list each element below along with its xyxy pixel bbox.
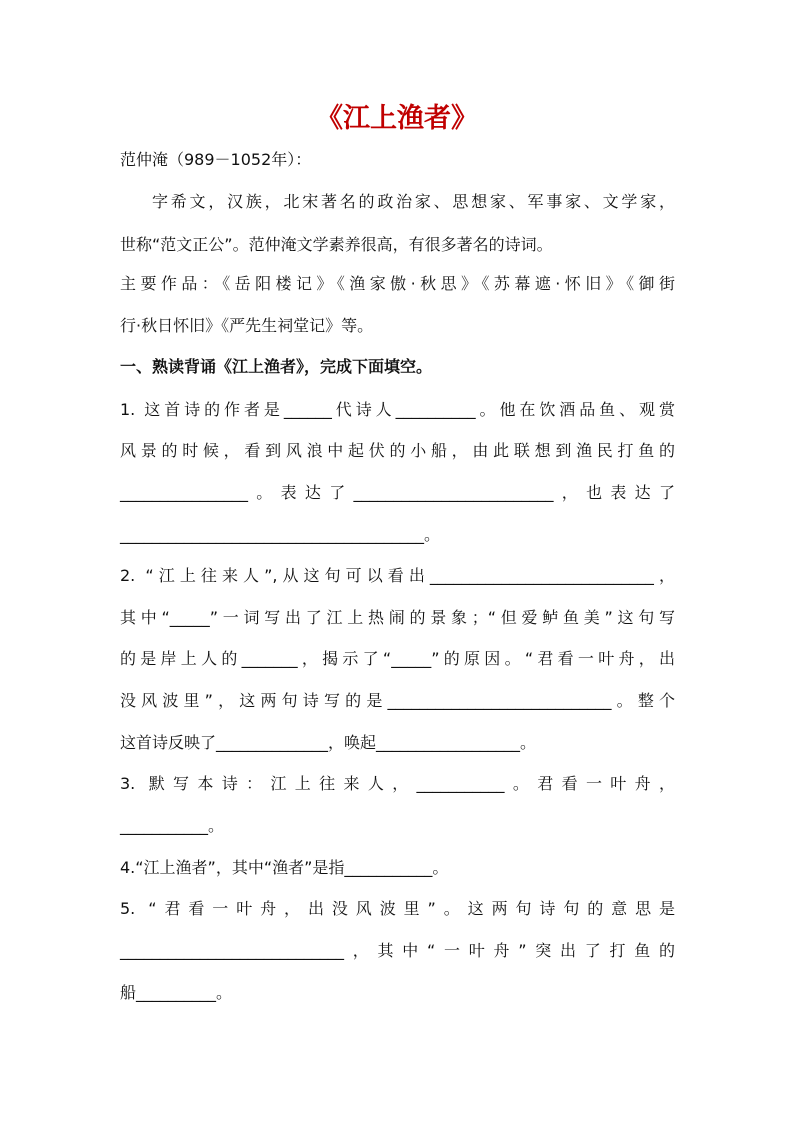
q1-line-2: 风景的时候，看到风浪中起伏的小船，由此联想到渔民打鱼的	[120, 441, 675, 460]
q5-line-1: 5. “君看一叶舟，出没风波里”。这两句诗句的意思是	[120, 899, 675, 918]
q2-line-1: 2. “江上往来人”,从这句可以看出____________________________，	[120, 566, 675, 585]
q3-line-1: 3. 默写本诗：江上往来人，___________。君看一叶舟，	[120, 774, 675, 793]
q5-line-3: 船__________。	[120, 983, 233, 1002]
author-line: 范仲淹（989－1052年）：	[120, 150, 312, 169]
q1-line-4: ______________________________________。	[120, 525, 441, 544]
bio-line-2: 世称“范文正公”。范仲淹文学素养很高，有很多著名的诗词。	[120, 235, 553, 254]
page-title: 《江上渔者》	[316, 103, 478, 134]
works-line-1: 主要作品：《岳阳楼记》《渔家傲·秋思》《苏幕遮·怀旧》《御街	[120, 274, 675, 293]
q2-line-5: 这首诗反映了______________，唤起__________________。	[120, 733, 537, 752]
section-heading: 一、熟读背诵《江上渔者》，完成下面填空。	[120, 357, 433, 376]
works-line-2: 行·秋日怀旧》《严先生祠堂记》等。	[120, 316, 374, 335]
q1-line-1: 1. 这首诗的作者是______代诗人__________。他在饮酒品鱼、观赏	[120, 400, 675, 419]
q1-line-3: ________________。表达了_________________________，也表达了	[120, 483, 675, 502]
q4-line-1: 4.“江上渔者”，其中“渔者”是指___________。	[120, 858, 449, 877]
q5-line-2: ____________________________，其中“一叶舟”突出了打鱼的	[120, 941, 675, 960]
q3-line-2: ___________。	[120, 816, 225, 835]
bio-line-1: 字希文，汉族，北宋著名的政治家、思想家、军事家、文学家，	[152, 192, 675, 211]
q2-line-2: 其中“_____”一词写出了江上热闹的景象；“但爱鲈鱼美”这句写	[120, 608, 675, 627]
q2-line-3: 的是岸上人的_______，揭示了“_____”的原因。“君看一叶舟，出	[120, 649, 675, 668]
q2-line-4: 没风波里”，这两句诗写的是____________________________。整个	[120, 691, 675, 710]
